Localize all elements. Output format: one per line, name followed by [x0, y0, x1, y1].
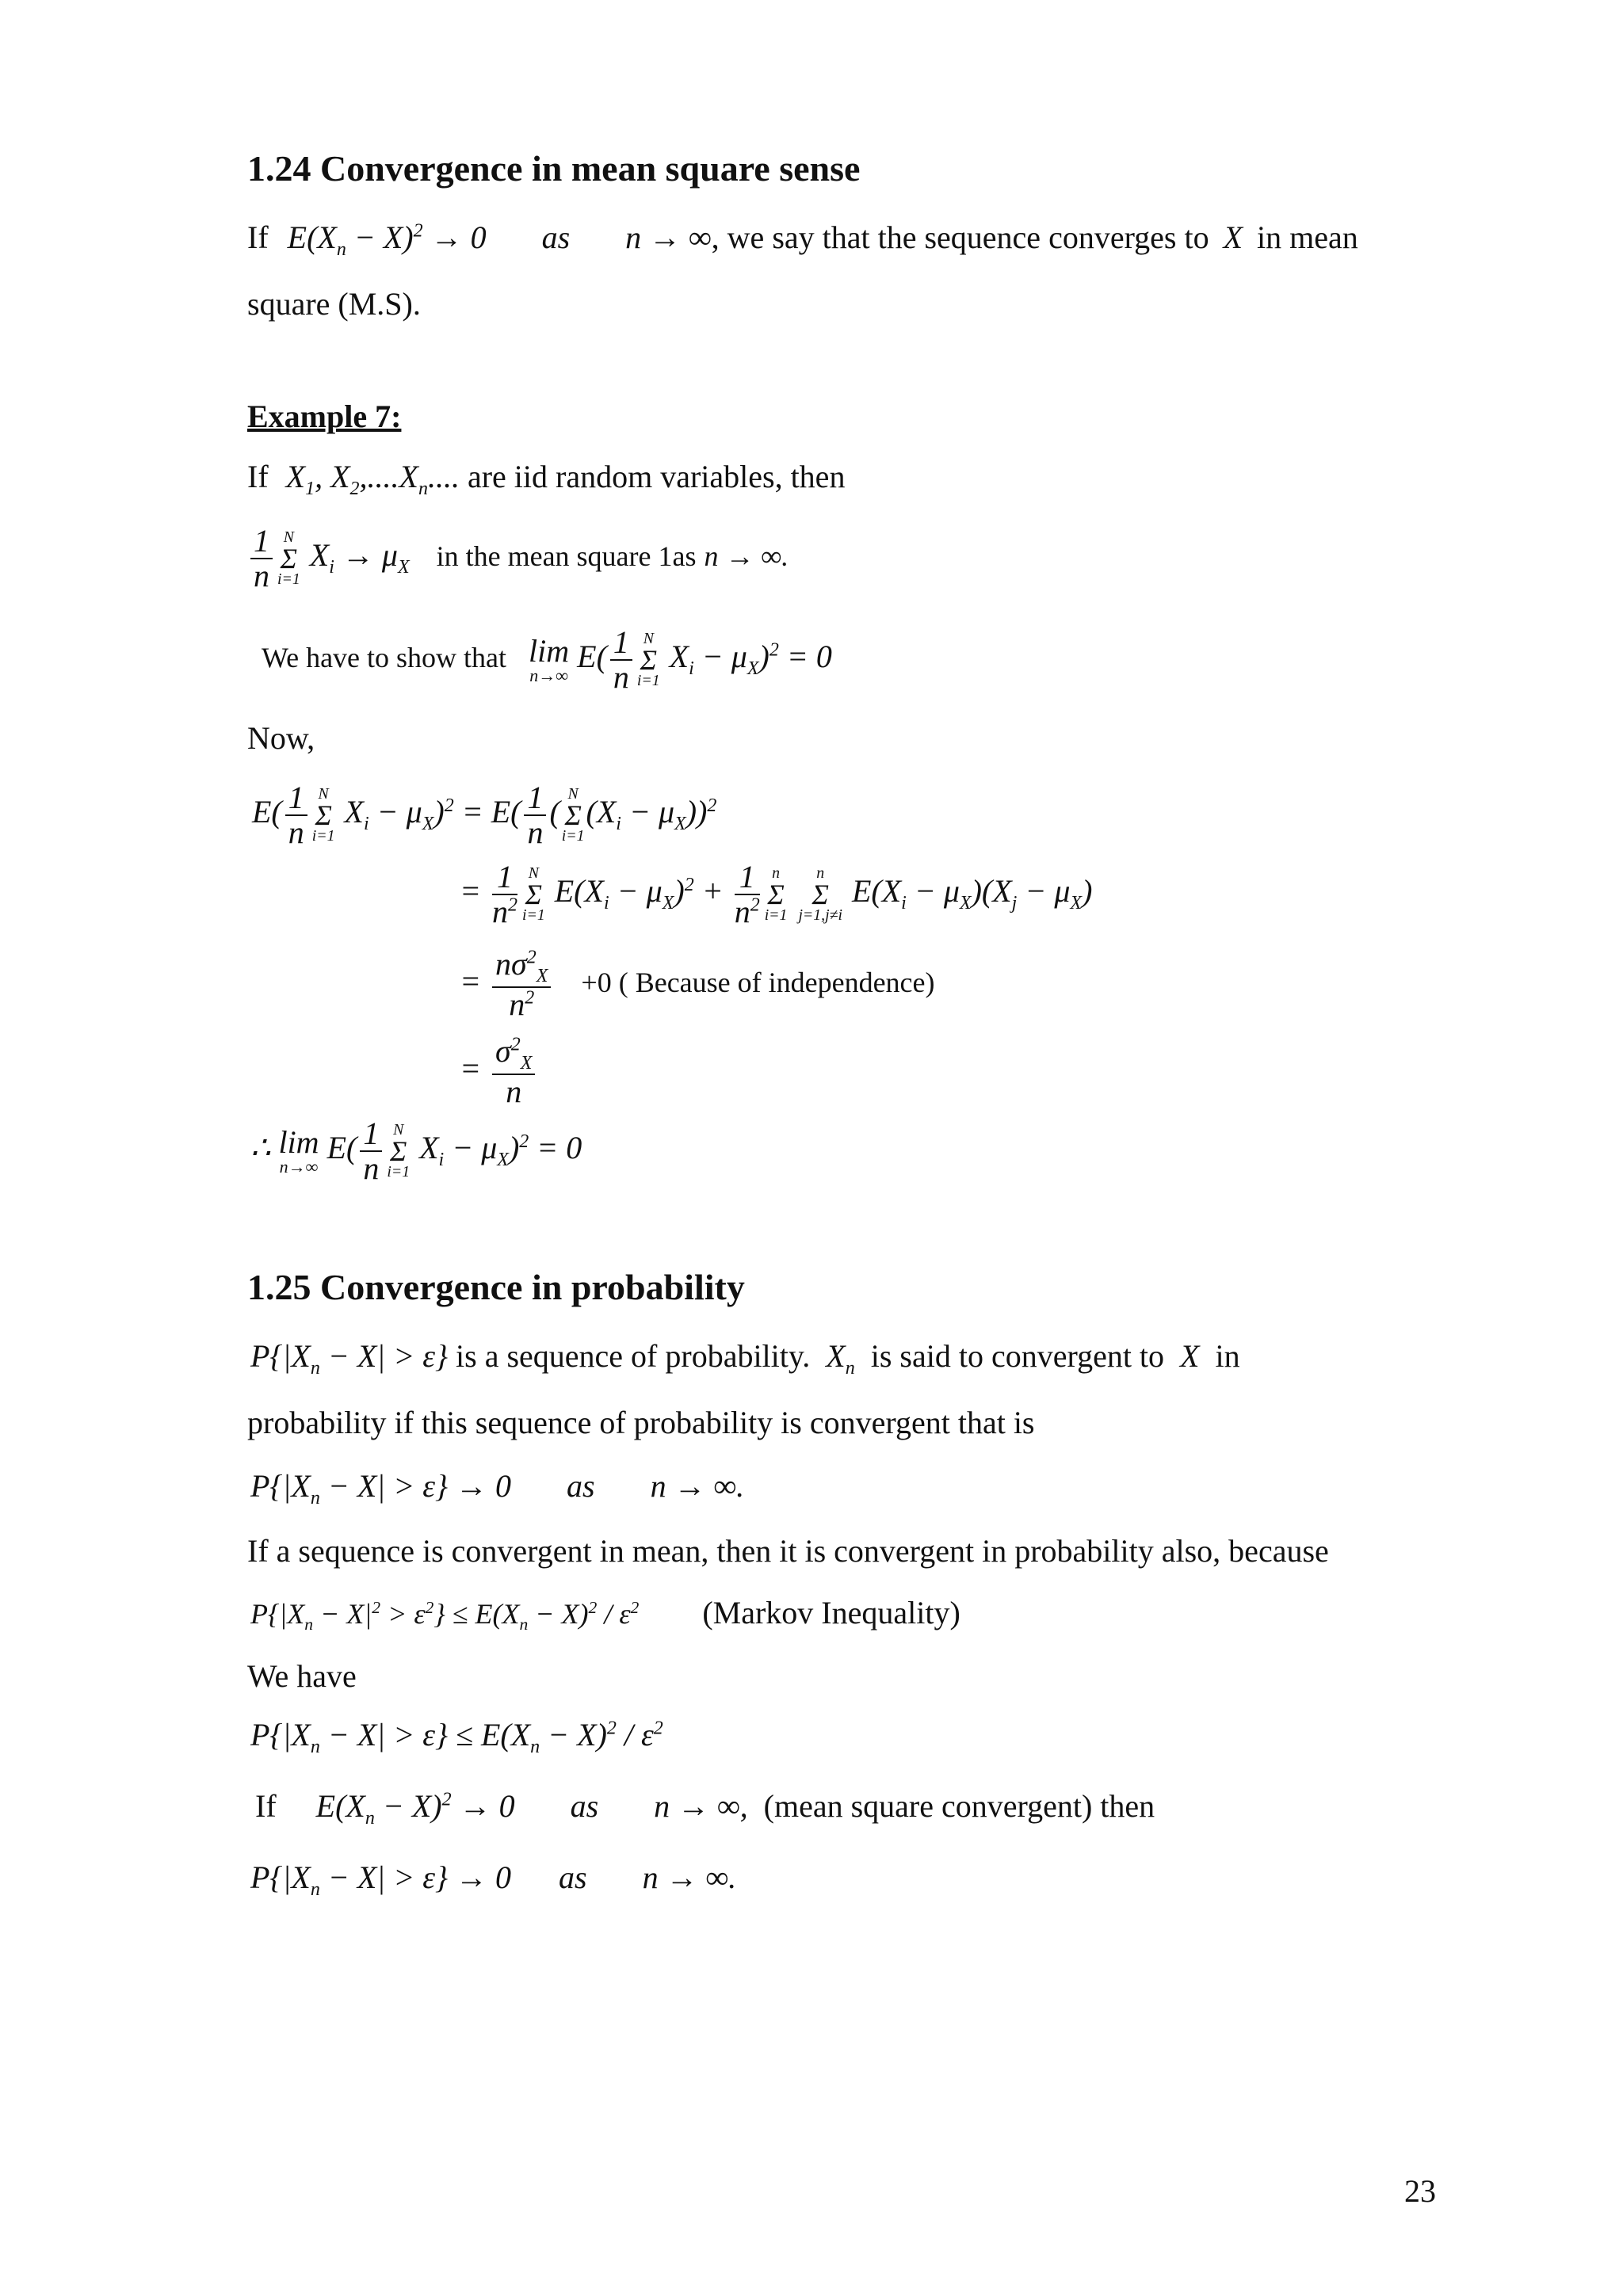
- as-word: as: [541, 219, 571, 255]
- prob-line-1-text: is a sequence of probability.: [456, 1338, 811, 1374]
- prob-line-2: probability if this sequence of probability is convergent that is: [247, 1405, 1035, 1440]
- as-word: as: [559, 1859, 587, 1895]
- example-7-title: Example 7:: [247, 399, 402, 434]
- show-formula: lim n→∞ E( $\frac{1}{n}$ N Σ i=1 $X_i - \mu_X)^2 = 0$: [529, 624, 832, 695]
- n-to-infinity: n → ∞.: [650, 1468, 745, 1504]
- derivation-line-1: E( $\frac{1}{n}$ N Σ i=1 $X_i - \mu_X)^2 = E$( $\frac{1}{n}$ ( N Σ i=1 $(X_i - \mu_X))^2$: [252, 780, 717, 850]
- n-to-infinity: n → ∞,: [654, 1788, 748, 1824]
- ms-definition-line: If $E(X_n - X)^2 \to 0$ as n → ∞, we say that the sequence converges to X in mean: [247, 219, 1358, 260]
- var-xn: $X_n$: [826, 1338, 855, 1379]
- as-word: as: [570, 1788, 599, 1824]
- iid-text: are iid random variables, then: [467, 459, 846, 494]
- n-to-infinity: n → ∞: [625, 219, 712, 255]
- if-word: If: [247, 219, 269, 255]
- markov-formula: $P\{|X_n - X|^2 > \varepsilon^2\} \le E(X_n - X)^2 / \varepsilon^2$: [250, 1598, 640, 1634]
- markov-line: [250, 1594, 960, 1634]
- prob-line-3: [250, 1467, 744, 1509]
- in-word: in: [1215, 1338, 1240, 1374]
- markov-label: (Markov Inequality): [702, 1595, 960, 1630]
- derivation-line-2: = $\frac{1}{n^2}$ N Σ i=1 $E(X_i - \mu_X)^2$ + $\frac{1}{n^2}$ n Σ i=1 n Σ j=1,j≠i $E(X_i - \mu_X)(X_j - \mu_X)$: [460, 859, 1093, 929]
- definition-text: we say that the sequence converges to: [727, 219, 1209, 255]
- prob-bound-formula: $P\{|X_n - X| > \varepsilon\} \le E(X_n - X)^2 / \varepsilon^2$: [250, 1717, 663, 1757]
- iid-variables: $X_1$, $X_2,....X_n$....: [285, 459, 460, 499]
- final-convergence-formula: $P\{|X_n - X| > \varepsilon\} \to 0$: [250, 1859, 512, 1900]
- prob-convergence-formula: $P\{|X_n - X| > \varepsilon\} \to 0$: [250, 1468, 512, 1508]
- prob-sequence-formula: $P\{|X_n - X| > \varepsilon\}$: [250, 1338, 449, 1379]
- now-label: Now,: [247, 720, 315, 756]
- show-line: [262, 626, 832, 694]
- example-line-2: [247, 524, 789, 593]
- var-x: X: [1180, 1338, 1200, 1374]
- prob-line-8: [255, 1787, 1155, 1829]
- n-to-infinity: n → ∞.: [642, 1859, 737, 1895]
- if-word: If: [247, 459, 269, 494]
- prob-line-9: [250, 1859, 736, 1901]
- page-number: 23: [1404, 2173, 1436, 2209]
- derivation-line-3: = $\frac{n\sigma^2_X}{n^2}$ +0 ( Because of independence): [460, 946, 935, 1023]
- if-word: If: [255, 1788, 277, 1824]
- prob-line-7: [250, 1716, 663, 1758]
- var-x: X: [1223, 219, 1243, 255]
- independence-note: +0 ( Because of independence): [581, 966, 935, 998]
- ms-condition-formula: $E(X_n - X)^2 \to 0$: [287, 219, 487, 260]
- n-to-infinity: n → ∞.: [704, 540, 789, 573]
- ms-condition-formula: $E(X_n - X)^2 \to 0$: [315, 1788, 515, 1829]
- mean-converges-formula: $\frac{1}{n}$ N Σ i=1 $X_i \to \mu_X$: [247, 537, 418, 573]
- derivation-line-4: = $\frac{\sigma^2_X}{n}$: [460, 1035, 538, 1108]
- definition-tail: in mean: [1257, 219, 1358, 255]
- section-heading-1-25: 1.25 Convergence in probability: [247, 1267, 745, 1307]
- prob-line-1: [250, 1337, 1240, 1379]
- example-line-2-text: in the mean square 1as: [436, 540, 697, 573]
- example-line-1: [247, 458, 845, 500]
- we-have-label: We have: [247, 1658, 357, 1694]
- show-text: We have to show that: [262, 642, 507, 674]
- derivation-conclusion: ∴ lim n→∞ E( $\frac{1}{n}$ N Σ i=1 $X_i - \mu_X)^2 = 0$: [250, 1116, 582, 1186]
- prob-line-8-text: (mean square convergent) then: [763, 1788, 1155, 1824]
- as-word: as: [567, 1468, 595, 1504]
- prob-line-4: If a sequence is convergent in mean, then it is convergent in probability also, because: [247, 1533, 1329, 1569]
- section-heading-1-24: 1.24 Convergence in mean square sense: [247, 148, 861, 189]
- definition-line-2: square (M.S).: [247, 286, 421, 322]
- prob-line-1-text-2: is said to convergent to: [870, 1338, 1165, 1374]
